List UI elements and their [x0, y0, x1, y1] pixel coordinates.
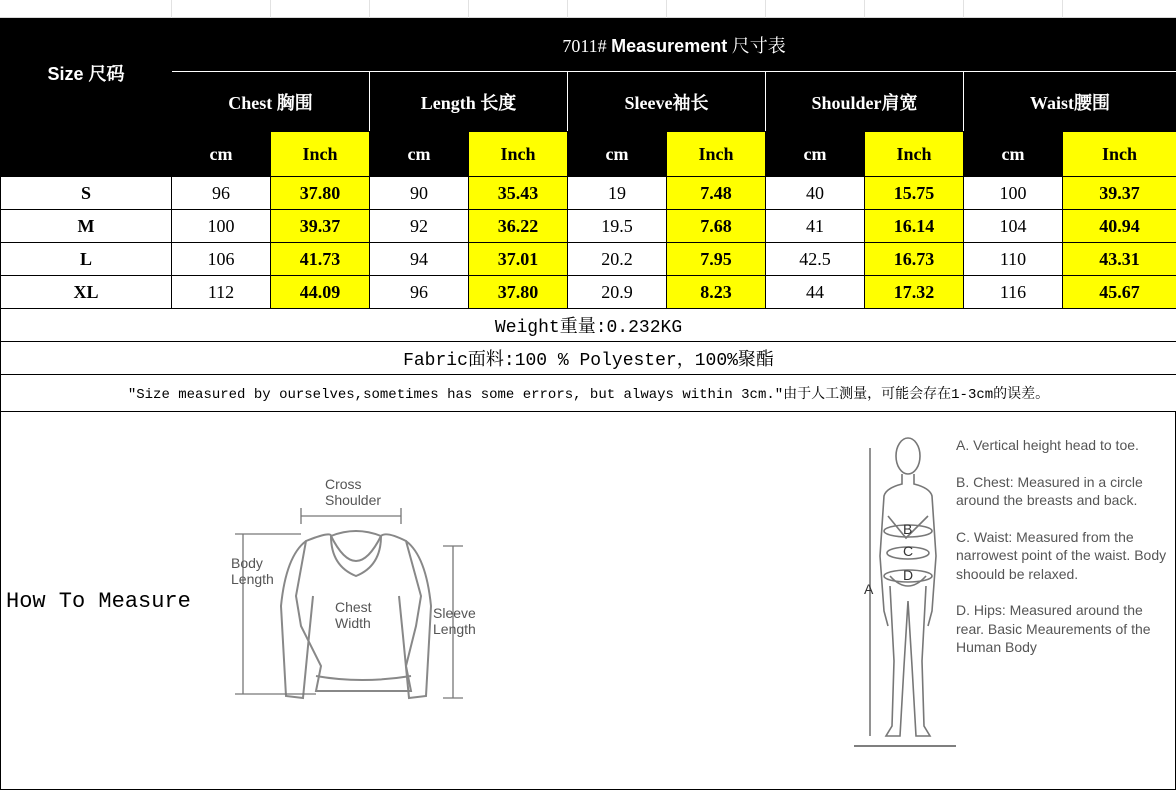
cm-cell: 100: [964, 177, 1063, 210]
shirt-diagram: [221, 466, 491, 716]
cm-cell: 116: [964, 276, 1063, 309]
how-to-measure-section: [0, 411, 1176, 790]
label-shoulder: Shoulder: [325, 492, 382, 508]
size-cell: L: [1, 243, 172, 276]
label-body: Body: [231, 555, 263, 571]
inch-cell: 44.09: [271, 276, 370, 309]
inch-cell: 15.75: [865, 177, 964, 210]
cm-cell: 96: [172, 177, 271, 210]
unit-cm: cm: [964, 132, 1063, 177]
cm-cell: 40: [766, 177, 865, 210]
note-d: D. Hips: Measured around the rear. Basic Meaurements of the Human Body: [956, 602, 1151, 655]
cm-cell: 106: [172, 243, 271, 276]
unit-inch: Inch: [271, 132, 370, 177]
cm-cell: 19.5: [568, 210, 667, 243]
fabric-note: Fabric面料:100 % Polyester，100%聚酯: [1, 342, 1176, 375]
unit-inch: Inch: [667, 132, 766, 177]
cm-cell: 104: [964, 210, 1063, 243]
size-cell: XL: [1, 276, 172, 309]
unit-inch: Inch: [1063, 132, 1176, 177]
inch-cell: 7.95: [667, 243, 766, 276]
inch-cell: 17.32: [865, 276, 964, 309]
inch-cell: 37.80: [271, 177, 370, 210]
cm-cell: 94: [370, 243, 469, 276]
body-notes: [956, 436, 1171, 675]
letter-c: C: [903, 543, 914, 559]
label-sleeve: Sleeve: [433, 605, 476, 621]
size-rows: [1, 177, 1176, 309]
size-table: [0, 18, 1176, 412]
note-a: A. Vertical height head to toe.: [956, 437, 1139, 453]
group-header-sleeve: Sleeve袖长: [568, 72, 766, 132]
inch-cell: 7.48: [667, 177, 766, 210]
shirt-left-sleeve: [281, 541, 313, 698]
cm-cell: 90: [370, 177, 469, 210]
label-cross: Cross: [325, 476, 362, 492]
inch-cell: 39.37: [1063, 177, 1176, 210]
top-grid-strip: [0, 0, 1176, 18]
unit-cm: cm: [766, 132, 865, 177]
cm-cell: 100: [172, 210, 271, 243]
inch-cell: 37.01: [469, 243, 568, 276]
unit-inch: Inch: [865, 132, 964, 177]
letter-a: A: [864, 581, 874, 597]
group-header-shoulder: Shoulder肩宽: [766, 72, 964, 132]
inch-cell: 36.22: [469, 210, 568, 243]
letter-d: D: [903, 567, 914, 583]
size-header: Size 尺码: [1, 19, 172, 177]
title-prefix: 7011#: [562, 36, 607, 56]
cm-cell: 41: [766, 210, 865, 243]
unit-cm: cm: [568, 132, 667, 177]
inch-cell: 35.43: [469, 177, 568, 210]
table-row: [1, 210, 1176, 243]
label-sleeve-length: Length: [433, 621, 476, 637]
note-c: C. Waist: Measured from the narrowest point of the waist. Body shoould be relaxed.: [956, 528, 1167, 582]
inch-cell: 39.37: [271, 210, 370, 243]
body-legs: [886, 586, 930, 736]
body-head: [896, 438, 920, 474]
cm-cell: 19: [568, 177, 667, 210]
table-title: [172, 19, 1176, 72]
inch-cell: 8.23: [667, 276, 766, 309]
group-header-length: Length 长度: [370, 72, 568, 132]
shirt-collar: [331, 531, 381, 576]
cm-cell: 44: [766, 276, 865, 309]
disclaimer-note: "Size measured by ourselves,sometimes has some errors, but always within 3cm."由于人工测量，可能会存在1-3cm的误差。: [1, 375, 1176, 412]
table-row: [1, 276, 1176, 309]
label-width: Width: [335, 615, 371, 631]
cm-cell: 20.9: [568, 276, 667, 309]
letter-b: B: [903, 521, 913, 537]
inch-cell: 37.80: [469, 276, 568, 309]
cm-cell: 20.2: [568, 243, 667, 276]
unit-cm: cm: [370, 132, 469, 177]
body-diagram: [846, 426, 956, 761]
inch-cell: 40.94: [1063, 210, 1176, 243]
size-cell: S: [1, 177, 172, 210]
label-length: Length: [231, 571, 274, 587]
how-to-measure-label: How To Measure: [6, 589, 191, 614]
table-row: [1, 177, 1176, 210]
note-b: B. Chest: Measured in a circle around the breasts and back.: [956, 473, 1143, 508]
inch-cell: 16.14: [865, 210, 964, 243]
title-main: Measurement: [611, 36, 728, 56]
unit-inch: Inch: [469, 132, 568, 177]
title-cn: 尺寸表: [731, 36, 786, 56]
cm-cell: 96: [370, 276, 469, 309]
group-header-waist: Waist腰围: [964, 72, 1176, 132]
inch-cell: 43.31: [1063, 243, 1176, 276]
size-cell: M: [1, 210, 172, 243]
table-row: [1, 243, 1176, 276]
shirt-hem: [316, 676, 411, 680]
label-chest: Chest: [335, 599, 372, 615]
inch-cell: 45.67: [1063, 276, 1176, 309]
shirt-right-sleeve: [399, 541, 431, 698]
group-header-chest: Chest 胸围: [172, 72, 370, 132]
cm-cell: 92: [370, 210, 469, 243]
weight-note: Weight重量:0.232KG: [1, 309, 1176, 342]
unit-cm: cm: [172, 132, 271, 177]
cm-cell: 112: [172, 276, 271, 309]
cm-cell: 110: [964, 243, 1063, 276]
inch-cell: 16.73: [865, 243, 964, 276]
inch-cell: 41.73: [271, 243, 370, 276]
cm-cell: 42.5: [766, 243, 865, 276]
inch-cell: 7.68: [667, 210, 766, 243]
